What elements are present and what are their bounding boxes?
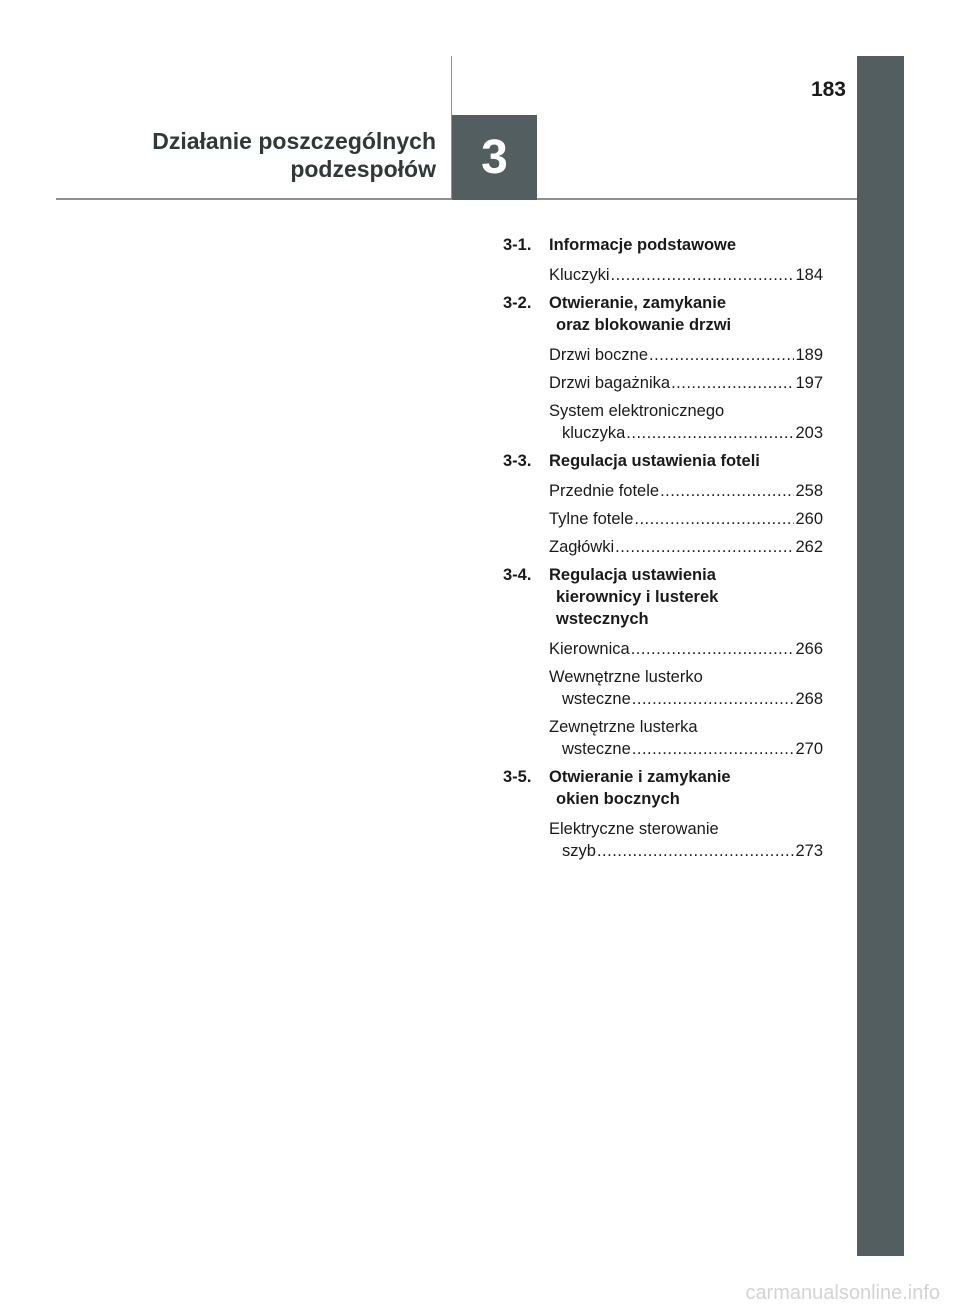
chapter-title-line1: Działanie poszczególnych bbox=[152, 128, 436, 154]
toc-entry-line bbox=[549, 840, 823, 862]
toc-entry[interactable] bbox=[549, 264, 823, 286]
toc-dot-leader bbox=[597, 840, 795, 862]
toc-section-title-line: okien bocznych bbox=[556, 790, 680, 808]
toc-dot-leader bbox=[631, 638, 795, 660]
toc-dot-leader bbox=[611, 264, 795, 286]
toc-section-number: 3-2. bbox=[503, 294, 532, 312]
toc-entry[interactable] bbox=[549, 716, 823, 760]
toc-section-title-line: Otwieranie i zamykanie bbox=[549, 768, 731, 786]
toc-section-title bbox=[549, 234, 823, 256]
toc-entry[interactable] bbox=[549, 666, 823, 710]
toc-entry-line bbox=[549, 264, 823, 286]
toc-entry-title: Kierownica bbox=[549, 640, 630, 658]
toc-entry-title: wsteczne bbox=[562, 740, 631, 758]
toc-entry-page: 260 bbox=[795, 510, 823, 528]
toc-entry[interactable] bbox=[549, 508, 823, 530]
toc-section bbox=[503, 450, 823, 558]
toc-section-title-line: Regulacja ustawienia foteli bbox=[549, 452, 760, 470]
toc-entry-title: Tylne fotele bbox=[549, 510, 634, 528]
toc-entry-page: 258 bbox=[795, 482, 823, 500]
chapter-number-box: 3 bbox=[452, 115, 537, 200]
chapter-title-line2: podzespołów bbox=[290, 156, 436, 182]
toc-entry[interactable] bbox=[549, 344, 823, 366]
toc-entry-title: Kluczyki bbox=[549, 266, 610, 284]
toc-entry-line bbox=[549, 536, 823, 558]
toc-dot-leader bbox=[649, 344, 794, 366]
toc-entry-page: 268 bbox=[795, 690, 823, 708]
toc-entry-line bbox=[549, 688, 823, 710]
toc-entry[interactable] bbox=[549, 372, 823, 394]
toc-entry-title: Zewnętrzne lusterka bbox=[549, 718, 698, 736]
toc-entry[interactable] bbox=[549, 818, 823, 862]
toc-entry-line bbox=[549, 638, 823, 660]
toc-entry-title: kluczyka bbox=[562, 424, 626, 442]
toc-dot-leader bbox=[632, 738, 795, 760]
toc-entry-line bbox=[549, 372, 823, 394]
toc-entry-title: Drzwi bagażnika bbox=[549, 374, 671, 392]
toc-dot-leader bbox=[671, 372, 794, 394]
toc-entry-line bbox=[549, 400, 823, 422]
toc-dot-leader bbox=[632, 688, 795, 710]
toc-section-heading[interactable] bbox=[503, 450, 823, 472]
toc-section-title-line: oraz blokowanie drzwi bbox=[556, 316, 732, 334]
toc-entry-line bbox=[549, 666, 823, 688]
toc-dot-leader bbox=[615, 536, 794, 558]
toc-section-title bbox=[549, 292, 823, 336]
toc-entry[interactable] bbox=[549, 536, 823, 558]
toc-section-number: 3-5. bbox=[503, 768, 532, 786]
toc-entry-line bbox=[549, 716, 823, 738]
watermark: carmanualsonline.info bbox=[745, 1282, 940, 1304]
toc-section-title-line: Regulacja ustawienia bbox=[549, 566, 716, 584]
toc-section-heading[interactable] bbox=[503, 292, 823, 336]
toc-entry-title: szyb bbox=[562, 842, 596, 860]
toc-entry-page: 273 bbox=[795, 842, 823, 860]
toc-entry-line bbox=[549, 480, 823, 502]
toc-entries bbox=[503, 344, 823, 444]
toc-entry-line bbox=[549, 738, 823, 760]
toc-section-heading[interactable] bbox=[503, 564, 823, 630]
toc-section-title bbox=[549, 564, 823, 630]
toc-section bbox=[503, 766, 823, 862]
toc-entry-title: Drzwi boczne bbox=[549, 346, 649, 364]
toc-section bbox=[503, 292, 823, 444]
toc-section bbox=[503, 234, 823, 286]
toc-entry-line bbox=[549, 508, 823, 530]
toc-entry-title: wsteczne bbox=[562, 690, 631, 708]
chapter-title bbox=[152, 127, 436, 183]
toc-entry[interactable] bbox=[549, 638, 823, 660]
toc-section-title-line: wstecznych bbox=[556, 610, 649, 628]
toc-section bbox=[503, 564, 823, 760]
toc-section-number: 3-4. bbox=[503, 566, 532, 584]
toc-entry-page: 184 bbox=[795, 266, 823, 284]
toc-section-title-line: Informacje podstawowe bbox=[549, 236, 737, 254]
toc-section-title bbox=[549, 450, 823, 472]
toc-entry-page: 262 bbox=[795, 538, 823, 556]
chapter-side-tab bbox=[857, 56, 904, 1256]
table-of-contents bbox=[503, 234, 823, 868]
toc-entry[interactable] bbox=[549, 400, 823, 444]
toc-entry-page: 266 bbox=[795, 640, 823, 658]
toc-dot-leader bbox=[634, 508, 794, 530]
toc-entry-title: Zagłówki bbox=[549, 538, 615, 556]
toc-section-title-line: kierownicy i lusterek bbox=[556, 588, 719, 606]
toc-section-title-line: Otwieranie, zamykanie bbox=[549, 294, 726, 312]
toc-section-heading[interactable] bbox=[503, 234, 823, 256]
toc-entries bbox=[503, 480, 823, 558]
toc-section-title bbox=[549, 766, 823, 810]
toc-entry-line bbox=[549, 818, 823, 840]
toc-entries bbox=[503, 264, 823, 286]
toc-entry-title: Wewnętrzne lusterko bbox=[549, 668, 703, 686]
toc-entry-page: 197 bbox=[795, 374, 823, 392]
toc-entry-page: 203 bbox=[795, 424, 823, 442]
toc-entry-title: Przednie fotele bbox=[549, 482, 660, 500]
toc-entry-page: 189 bbox=[795, 346, 823, 364]
toc-entry[interactable] bbox=[549, 480, 823, 502]
toc-section-number: 3-1. bbox=[503, 236, 532, 254]
page-number: 183 bbox=[810, 78, 846, 101]
toc-entry-title: Elektryczne sterowanie bbox=[549, 820, 719, 838]
toc-dot-leader bbox=[660, 480, 794, 502]
toc-entry-title: System elektronicznego bbox=[549, 402, 725, 420]
toc-section-number: 3-3. bbox=[503, 452, 532, 470]
toc-entries bbox=[503, 818, 823, 862]
toc-entry-page: 270 bbox=[795, 740, 823, 758]
toc-section-heading[interactable] bbox=[503, 766, 823, 810]
toc-entry-line bbox=[549, 422, 823, 444]
toc-dot-leader bbox=[626, 422, 794, 444]
toc-entries bbox=[503, 638, 823, 760]
toc-entry-line bbox=[549, 344, 823, 366]
